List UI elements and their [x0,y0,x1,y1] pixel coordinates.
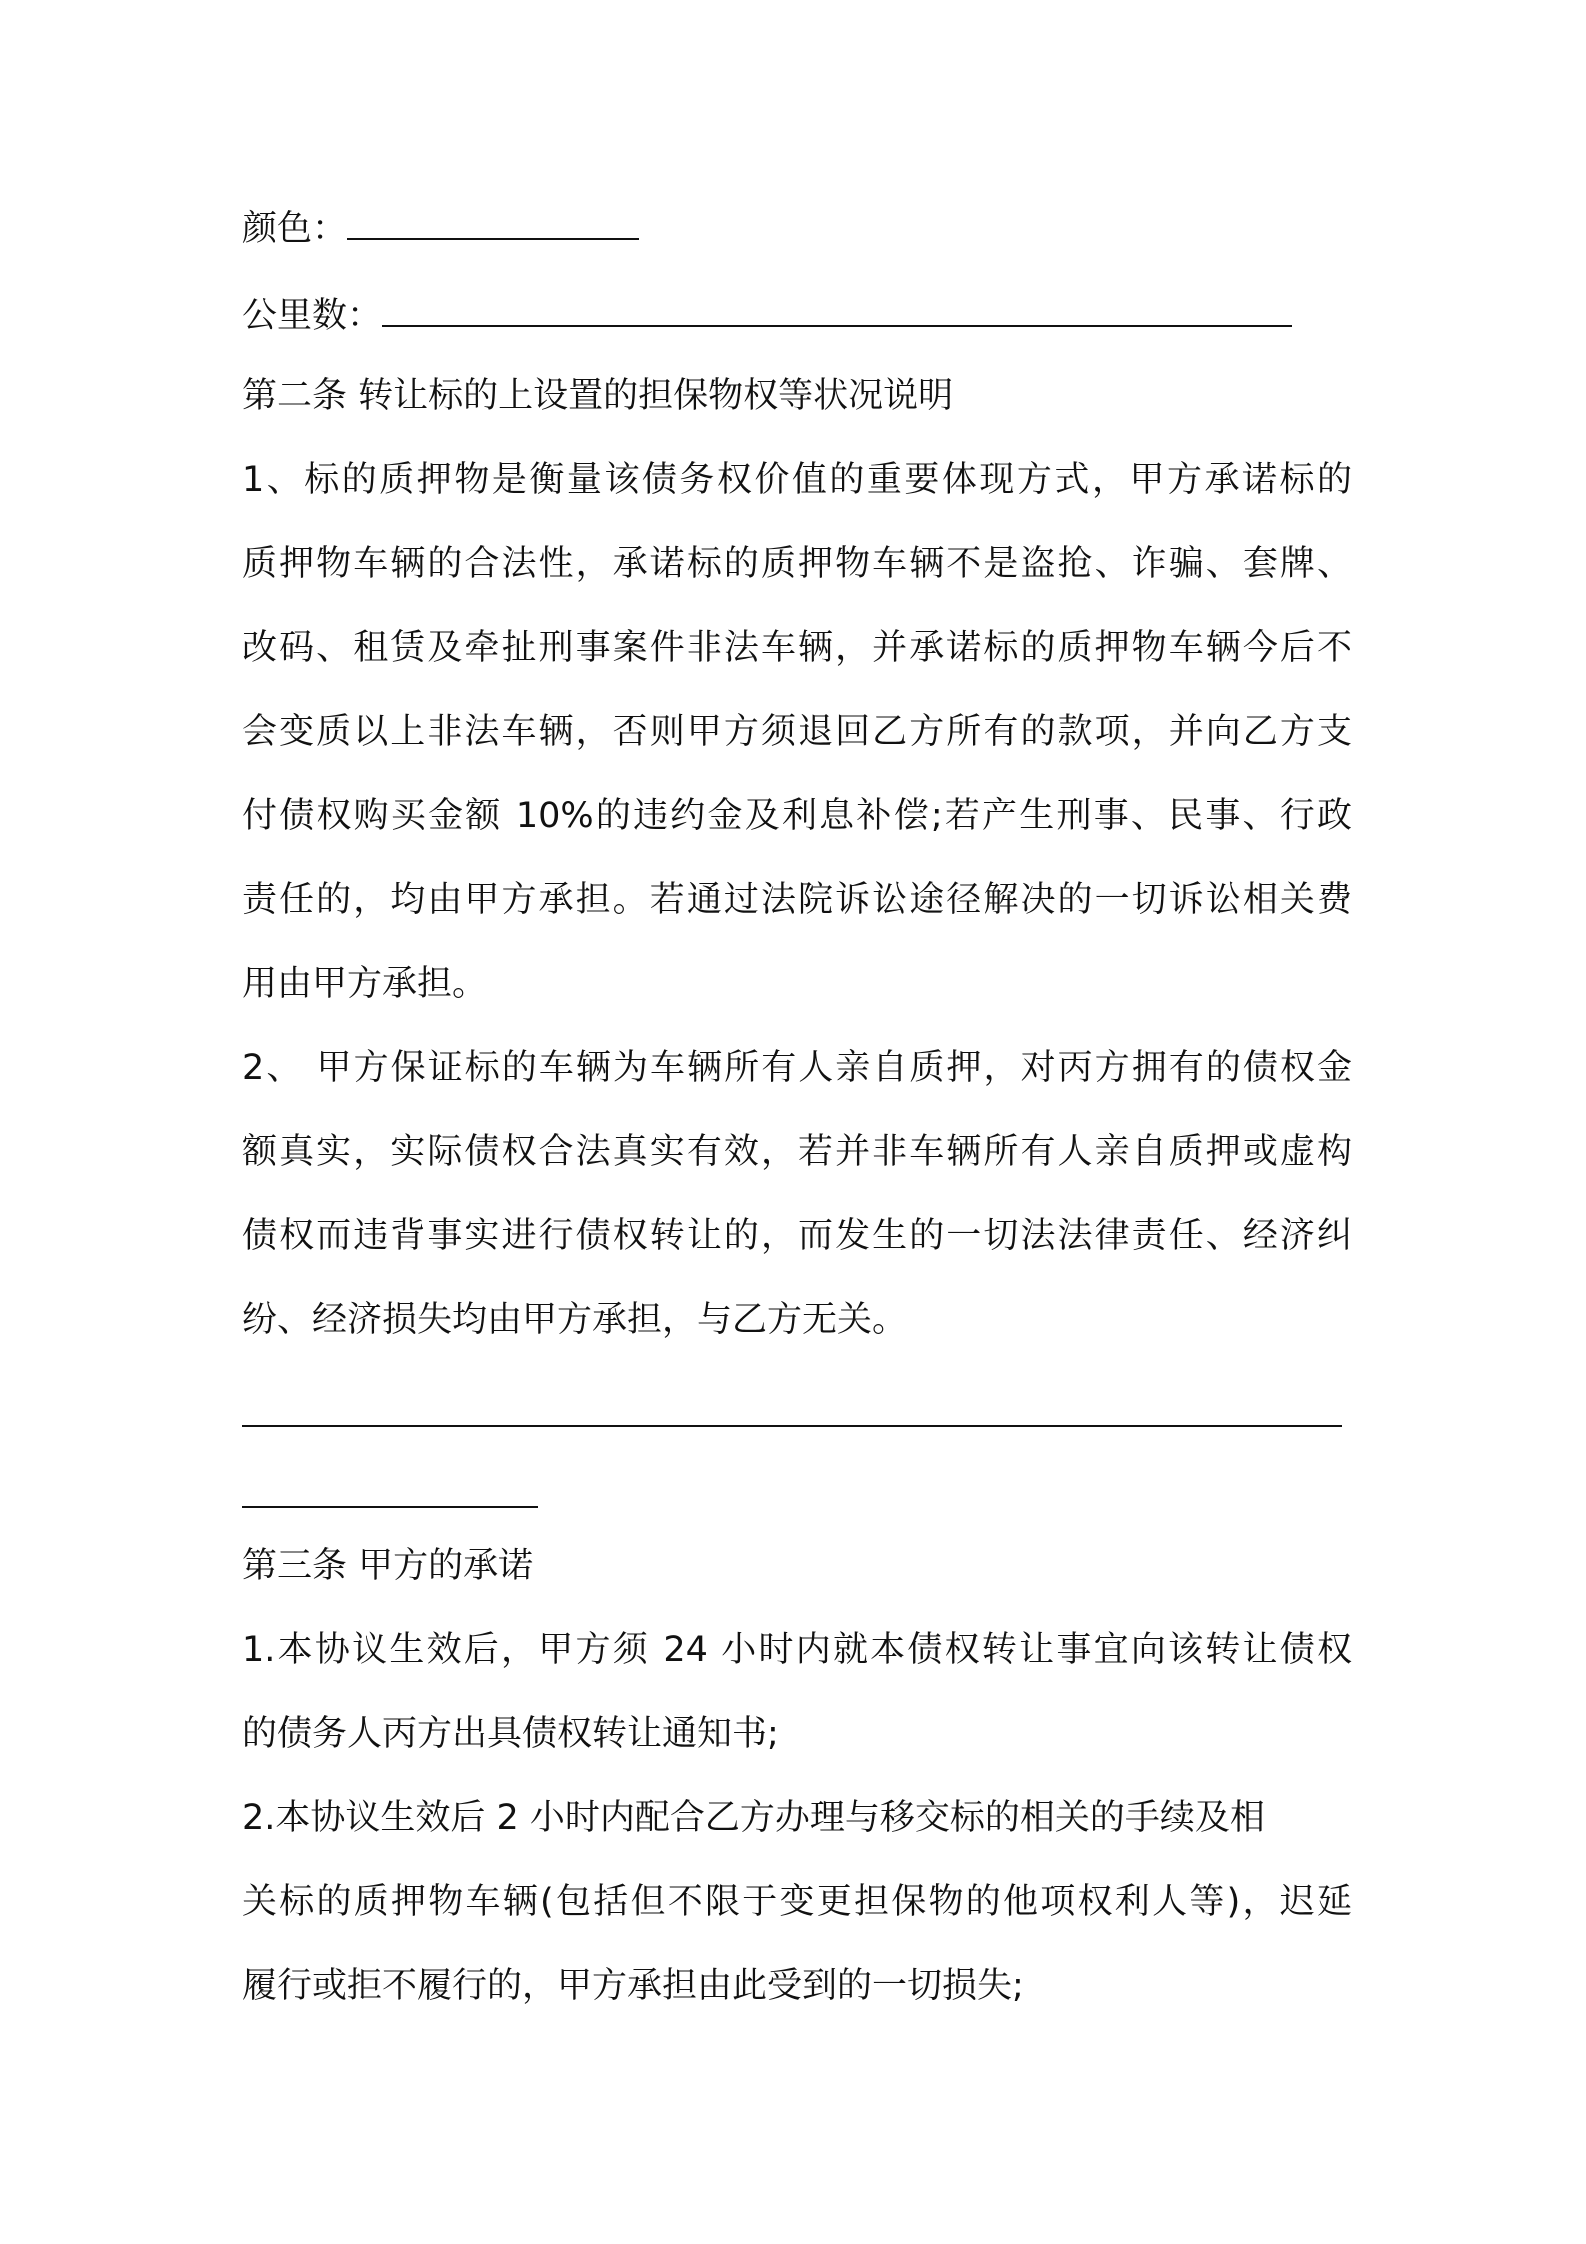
article-2-clause-2-line: 纷、经济损失均由甲方承担，与乙方无关。 [242,1300,908,1340]
blank-fill-line [242,1425,1342,1427]
article-2-clause-1-line: 质押物车辆的合法性，承诺标的质押物车辆不是盗抢、诈骗、套牌、 [242,544,1352,584]
article-3-clause-2-line: 关标的质押物车辆(包括但不限于变更担保物的他项权利人等)，迟延 [242,1882,1352,1922]
color-field-blank [347,206,639,240]
article-2-clause-2-line: 2、 甲方保证标的车辆为车辆所有人亲自质押，对丙方拥有的债权金 [242,1048,1352,1088]
article-3-heading: 第三条 甲方的承诺 [242,1546,534,1586]
mileage-field-blank [382,293,1292,327]
article-2-clause-2-line: 债权而违背事实进行债权转让的，而发生的一切法法律责任、经济纠 [242,1216,1352,1256]
article-2-clause-1-line: 付债权购买金额 10%的违约金及利息补偿;若产生刑事、民事、行政 [242,796,1352,836]
article-2-clause-2-line: 额真实，实际债权合法真实有效，若并非车辆所有人亲自质押或虚构 [242,1132,1352,1172]
article-3-clause-1-line: 1.本协议生效后，甲方须 24 小时内就本债权转让事宜向该转让债权 [242,1630,1352,1670]
article-2-clause-1-line: 会变质以上非法车辆，否则甲方须退回乙方所有的款项，并向乙方支 [242,712,1352,752]
article-2-clause-1-line: 改码、租赁及牵扯刑事案件非法车辆，并承诺标的质押物车辆今后不 [242,628,1352,668]
blank-fill-line [242,1506,538,1508]
article-3-clause-2-line: 履行或拒不履行的，甲方承担由此受到的一切损失; [242,1966,1024,2006]
mileage-field-label: 公里数： [242,296,383,336]
article-2-clause-1-line: 用由甲方承担。 [242,964,488,1004]
article-3-clause-2-line: 2.本协议生效后 2 小时内配合乙方办理与移交标的相关的手续及相 [242,1798,1265,1838]
article-2-clause-1-line: 责任的，均由甲方承担。若通过法院诉讼途径解决的一切诉讼相关费 [242,880,1352,920]
article-2-clause-1-line: 1、标的质押物是衡量该债务权价值的重要体现方式，甲方承诺标的 [242,460,1352,500]
article-2-heading: 第二条 转让标的上设置的担保物权等状况说明 [242,376,954,416]
color-field-row [242,205,639,253]
color-field-label: 颜色： [242,209,348,249]
article-3-clause-1-line: 的债务人丙方出具债权转让通知书; [242,1714,779,1754]
mileage-field-row [242,292,1292,340]
